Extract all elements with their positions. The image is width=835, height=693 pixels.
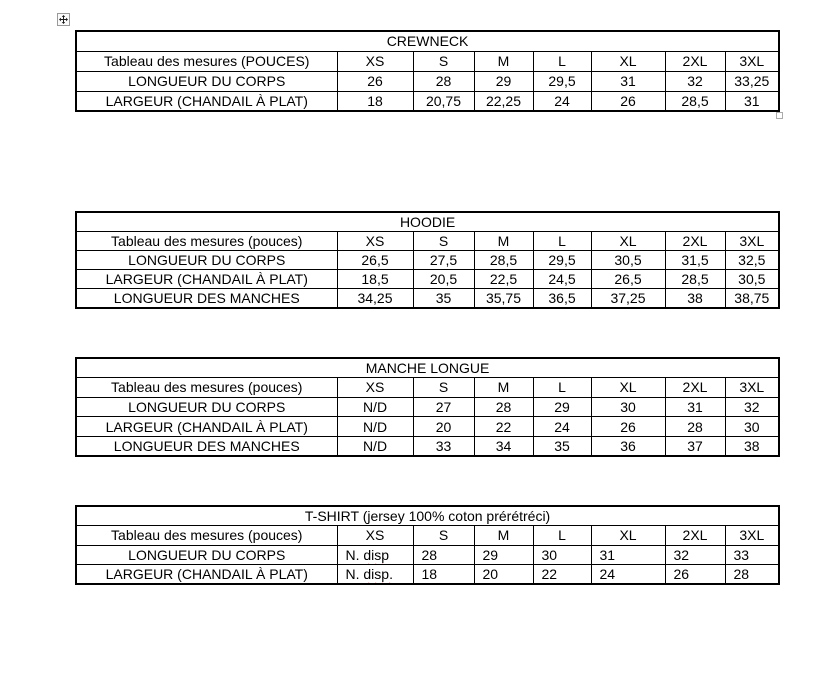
size-header-cell[interactable]: 2XL [665, 231, 725, 250]
row-label-cell[interactable]: LONGUEUR DU CORPS [76, 250, 337, 269]
table-title[interactable]: CREWNECK [76, 31, 779, 51]
value-cell[interactable]: 31,5 [665, 250, 725, 269]
size-header-cell[interactable]: S [413, 231, 474, 250]
value-cell[interactable]: 30 [591, 397, 665, 417]
value-cell[interactable]: 33 [725, 545, 779, 565]
size-header-cell[interactable]: L [533, 231, 591, 250]
four-way-move-icon [59, 15, 68, 24]
value-cell[interactable]: 22,25 [474, 91, 533, 111]
value-cell[interactable]: 28 [413, 71, 474, 91]
value-cell[interactable]: 28,5 [665, 91, 725, 111]
value-cell[interactable]: 34,25 [337, 289, 413, 308]
size-header-cell[interactable]: 2XL [665, 378, 725, 398]
misspelled-word: disp. [363, 566, 393, 582]
row-label-cell[interactable]: LONGUEUR DES MANCHES [76, 289, 337, 308]
value-cell[interactable]: 18 [413, 565, 474, 585]
value-cell[interactable]: 22 [533, 565, 591, 585]
value-cell[interactable]: 20 [413, 417, 474, 437]
value-cell[interactable] [337, 565, 413, 585]
value-cell[interactable]: 20,5 [413, 270, 474, 289]
value-cell[interactable]: 27,5 [413, 250, 474, 269]
value-cell[interactable]: 29 [533, 397, 591, 417]
size-header-cell[interactable]: S [413, 378, 474, 398]
size-header-cell[interactable]: 2XL [665, 526, 725, 546]
size-header-cell[interactable]: 3XL [725, 231, 779, 250]
size-header-cell[interactable]: 3XL [725, 378, 779, 398]
value-cell[interactable]: 26 [337, 71, 413, 91]
table-row [76, 565, 779, 585]
size-header-cell[interactable]: XS [337, 51, 413, 71]
size-header-cell[interactable]: 3XL [725, 526, 779, 546]
size-table-t-shirt [75, 505, 780, 585]
value-cell[interactable]: 29,5 [533, 250, 591, 269]
value-cell[interactable]: 38,75 [725, 289, 779, 308]
value-cell[interactable]: N/D [337, 397, 413, 417]
size-header-cell[interactable]: 2XL [665, 51, 725, 71]
value-cell[interactable]: 24 [533, 417, 591, 437]
size-header-cell[interactable]: XL [591, 51, 665, 71]
size-table-hoodie [75, 211, 780, 309]
value-cell[interactable]: 35 [413, 289, 474, 308]
value-cell[interactable]: N/D [337, 417, 413, 437]
value-cell[interactable]: 26 [591, 417, 665, 437]
size-header-cell[interactable]: M [474, 526, 533, 546]
value-cell[interactable]: 35,75 [474, 289, 533, 308]
value-cell[interactable]: 28,5 [665, 270, 725, 289]
value-cell[interactable]: 37,25 [591, 289, 665, 308]
value-cell[interactable]: 28,5 [474, 250, 533, 269]
value-cell[interactable]: 27 [413, 397, 474, 417]
table-title[interactable]: MANCHE LONGUE [76, 358, 779, 378]
value-cell[interactable]: 29,5 [533, 71, 591, 91]
value-cell[interactable]: 30,5 [591, 250, 665, 269]
value-text: N. [345, 566, 364, 582]
value-cell[interactable]: 18,5 [337, 270, 413, 289]
size-header-cell[interactable]: XL [591, 378, 665, 398]
size-table-crewneck [75, 30, 780, 112]
value-cell[interactable] [337, 545, 413, 565]
value-cell[interactable]: 26 [591, 91, 665, 111]
row-label-cell[interactable]: LONGUEUR DU CORPS [76, 71, 337, 91]
size-header-cell[interactable]: L [533, 51, 591, 71]
value-cell[interactable]: 31 [591, 71, 665, 91]
value-cell[interactable]: 28 [413, 545, 474, 565]
table-row [76, 436, 779, 456]
value-cell[interactable]: 30 [533, 545, 591, 565]
measure-label-cell[interactable]: Tableau des mesures (pouces) [76, 378, 337, 398]
size-header-cell[interactable]: M [474, 378, 533, 398]
measure-label-cell[interactable]: Tableau des mesures (pouces) [76, 231, 337, 250]
table-row [76, 91, 779, 111]
value-cell[interactable]: 22,5 [474, 270, 533, 289]
size-header-cell[interactable]: L [533, 378, 591, 398]
table-row [76, 397, 779, 417]
table-row [76, 250, 779, 269]
value-cell[interactable]: 32 [665, 71, 725, 91]
size-header-cell[interactable]: XS [337, 378, 413, 398]
table-row [76, 417, 779, 437]
size-header-cell[interactable]: S [413, 526, 474, 546]
row-label-cell[interactable]: LONGUEUR DES MANCHES [76, 436, 337, 456]
value-cell[interactable]: 18 [337, 91, 413, 111]
value-cell[interactable]: 36,5 [533, 289, 591, 308]
value-cell[interactable]: 32 [725, 397, 779, 417]
size-header-cell[interactable]: L [533, 526, 591, 546]
value-cell[interactable]: 26,5 [591, 270, 665, 289]
value-cell[interactable]: 28 [725, 565, 779, 585]
value-cell[interactable]: 38 [725, 436, 779, 456]
value-cell[interactable]: 31 [725, 91, 779, 111]
value-cell[interactable]: 30,5 [725, 270, 779, 289]
size-header-cell[interactable]: XL [591, 526, 665, 546]
value-cell[interactable]: 31 [591, 545, 665, 565]
row-label-cell[interactable]: LARGEUR (CHANDAIL À PLAT) [76, 565, 337, 585]
table-title[interactable]: HOODIE [76, 212, 779, 231]
table-resize-handle[interactable] [776, 112, 783, 119]
size-header-cell[interactable]: XL [591, 231, 665, 250]
value-cell[interactable]: 38 [665, 289, 725, 308]
table-row [76, 545, 779, 565]
size-header-cell[interactable]: M [474, 231, 533, 250]
measure-label-cell[interactable]: Tableau des mesures (pouces) [76, 526, 337, 546]
row-label-cell[interactable]: LARGEUR (CHANDAIL À PLAT) [76, 417, 337, 437]
value-cell[interactable]: 26,5 [337, 250, 413, 269]
table-row [76, 270, 779, 289]
value-cell[interactable]: 20,75 [413, 91, 474, 111]
size-table-manche-longue [75, 357, 780, 457]
value-cell[interactable]: 26 [665, 565, 725, 585]
value-cell[interactable]: 20 [474, 565, 533, 585]
value-text: N. [345, 546, 364, 563]
size-header-cell[interactable]: XS [337, 526, 413, 546]
value-cell[interactable]: 29 [474, 545, 533, 565]
value-cell[interactable]: 22 [474, 417, 533, 437]
value-cell[interactable]: 35 [533, 436, 591, 456]
size-header-cell[interactable]: M [474, 51, 533, 71]
table-move-handle[interactable] [57, 13, 70, 26]
value-cell[interactable]: 24,5 [533, 270, 591, 289]
value-cell[interactable]: 28 [665, 417, 725, 437]
value-cell[interactable]: 30 [725, 417, 779, 437]
table-row [76, 289, 779, 308]
misspelled-word: disp [363, 546, 390, 563]
size-header-cell[interactable]: S [413, 51, 474, 71]
value-cell[interactable]: 37 [665, 436, 725, 456]
row-label-cell[interactable]: LARGEUR (CHANDAIL À PLAT) [76, 91, 337, 111]
value-cell[interactable]: 34 [474, 436, 533, 456]
value-cell[interactable]: 28 [474, 397, 533, 417]
value-cell[interactable]: 31 [665, 397, 725, 417]
row-label-cell[interactable]: LONGUEUR DU CORPS [76, 545, 337, 565]
value-cell[interactable]: 29 [474, 71, 533, 91]
row-label-cell[interactable]: LARGEUR (CHANDAIL À PLAT) [76, 270, 337, 289]
table-row [76, 71, 779, 91]
value-cell[interactable]: N/D [337, 436, 413, 456]
value-cell[interactable]: 32 [665, 545, 725, 565]
value-cell[interactable]: 24 [591, 565, 665, 585]
size-header-cell[interactable]: 3XL [725, 51, 779, 71]
measure-label-cell[interactable]: Tableau des mesures (POUCES) [76, 51, 337, 71]
value-cell[interactable]: 33,25 [725, 71, 779, 91]
row-label-cell[interactable]: LONGUEUR DU CORPS [76, 397, 337, 417]
value-cell[interactable]: 36 [591, 436, 665, 456]
table-title[interactable]: T-SHIRT (jersey 100% coton prérétréci) [76, 506, 779, 526]
size-header-cell[interactable]: XS [337, 231, 413, 250]
value-cell[interactable]: 24 [533, 91, 591, 111]
value-cell[interactable]: 33 [413, 436, 474, 456]
value-cell[interactable]: 32,5 [725, 250, 779, 269]
